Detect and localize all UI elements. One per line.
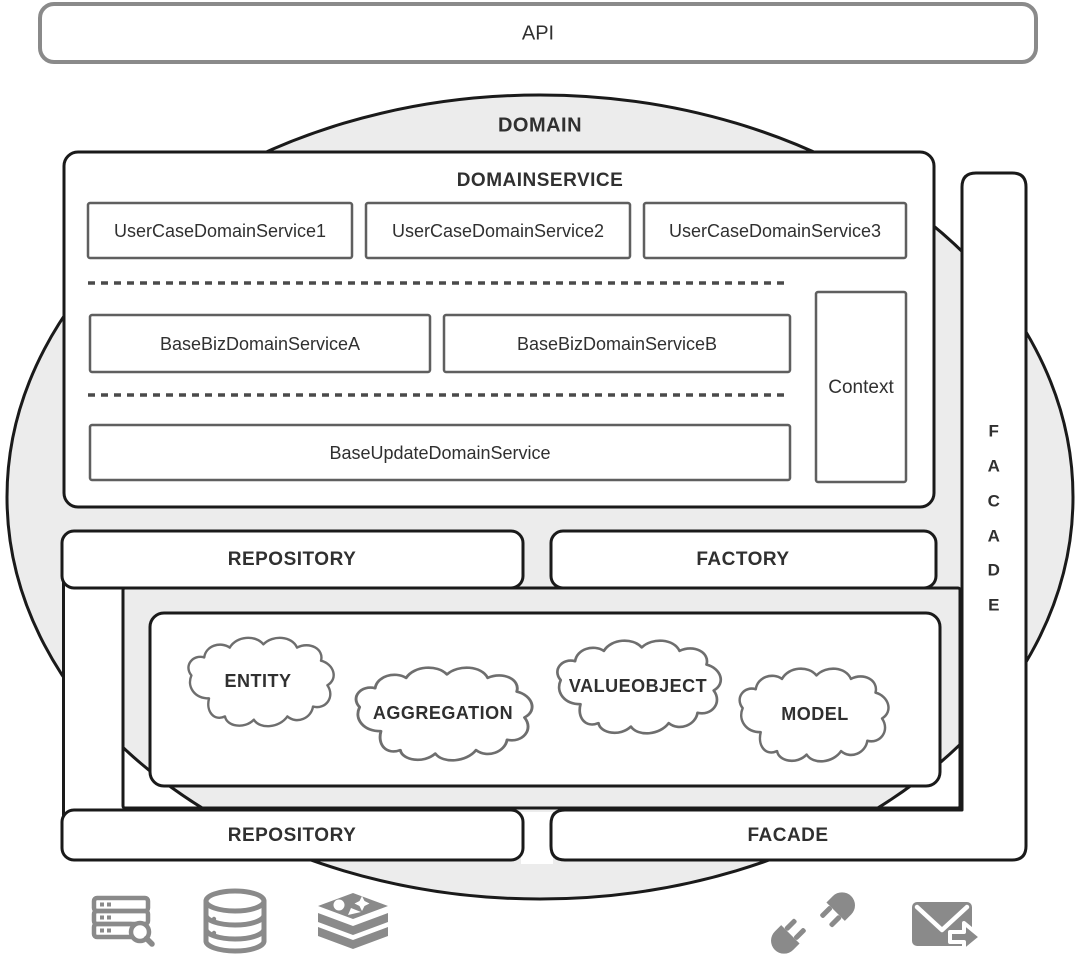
valueobject-cloud-label: VALUEOBJECT (568, 675, 708, 696)
svg-text:UserCaseDomainService3: UserCaseDomainService3 (668, 220, 882, 241)
plug-connector-icon (766, 876, 861, 968)
database-icon (206, 891, 264, 951)
repository-top-label: REPOSITORY (227, 549, 357, 571)
entity-cloud (188, 638, 333, 726)
use-case-service-3-box (644, 203, 906, 258)
aggregation-cloud (356, 668, 532, 761)
factory-label: FACTORY (696, 549, 790, 571)
valueobject-cloud (557, 641, 720, 734)
domainservice-box (64, 152, 934, 507)
svg-text:UserCaseDomainService2: UserCaseDomainService2 (391, 220, 605, 241)
repository-top-box (62, 531, 523, 588)
model-cloud-label: MODEL (781, 703, 849, 724)
svg-text:C: C (987, 491, 1001, 511)
factory-box (551, 531, 936, 588)
model-cloud (740, 669, 889, 762)
use-case-service-1-box (88, 203, 352, 258)
repository-bottom-label: REPOSITORY (227, 825, 357, 847)
search-server-icon (94, 898, 152, 944)
base-biz-service-a-box (90, 315, 430, 372)
svg-text:BaseBizDomainServiceB: BaseBizDomainServiceB (516, 333, 718, 354)
aggregation-cloud-label: AGGREGATION (372, 702, 514, 723)
base-biz-service-b-box (444, 315, 790, 372)
context-box (816, 292, 906, 482)
base-update-service-box (90, 425, 790, 480)
mail-forward-icon (912, 902, 981, 951)
svg-text:F: F (988, 421, 1000, 441)
domainservice-title: DOMAINSERVICE (456, 170, 624, 192)
domain-label: DOMAIN (497, 114, 583, 137)
svg-text:E: E (988, 595, 1000, 615)
svg-text:A: A (987, 456, 1001, 476)
bottom-gap-patch (521, 812, 553, 864)
svg-text:D: D (987, 560, 1001, 580)
api-label: API (521, 22, 555, 45)
svg-text:UserCaseDomainService1: UserCaseDomainService1 (113, 220, 327, 241)
svg-text:A: A (987, 526, 1001, 546)
svg-text:BaseUpdateDomainService: BaseUpdateDomainService (329, 442, 551, 463)
entity-cloud-label: ENTITY (224, 670, 292, 691)
left-edge-strip (62, 545, 122, 845)
facade-bottom-label: FACADE (747, 825, 829, 847)
svg-text:BaseBizDomainServiceA: BaseBizDomainServiceA (159, 333, 361, 354)
use-case-service-2-box (366, 203, 630, 258)
cache-layers-icon (318, 893, 388, 949)
svg-text:Context: Context (828, 377, 894, 399)
repository-bottom-box (62, 810, 523, 860)
api-box (40, 4, 1036, 62)
